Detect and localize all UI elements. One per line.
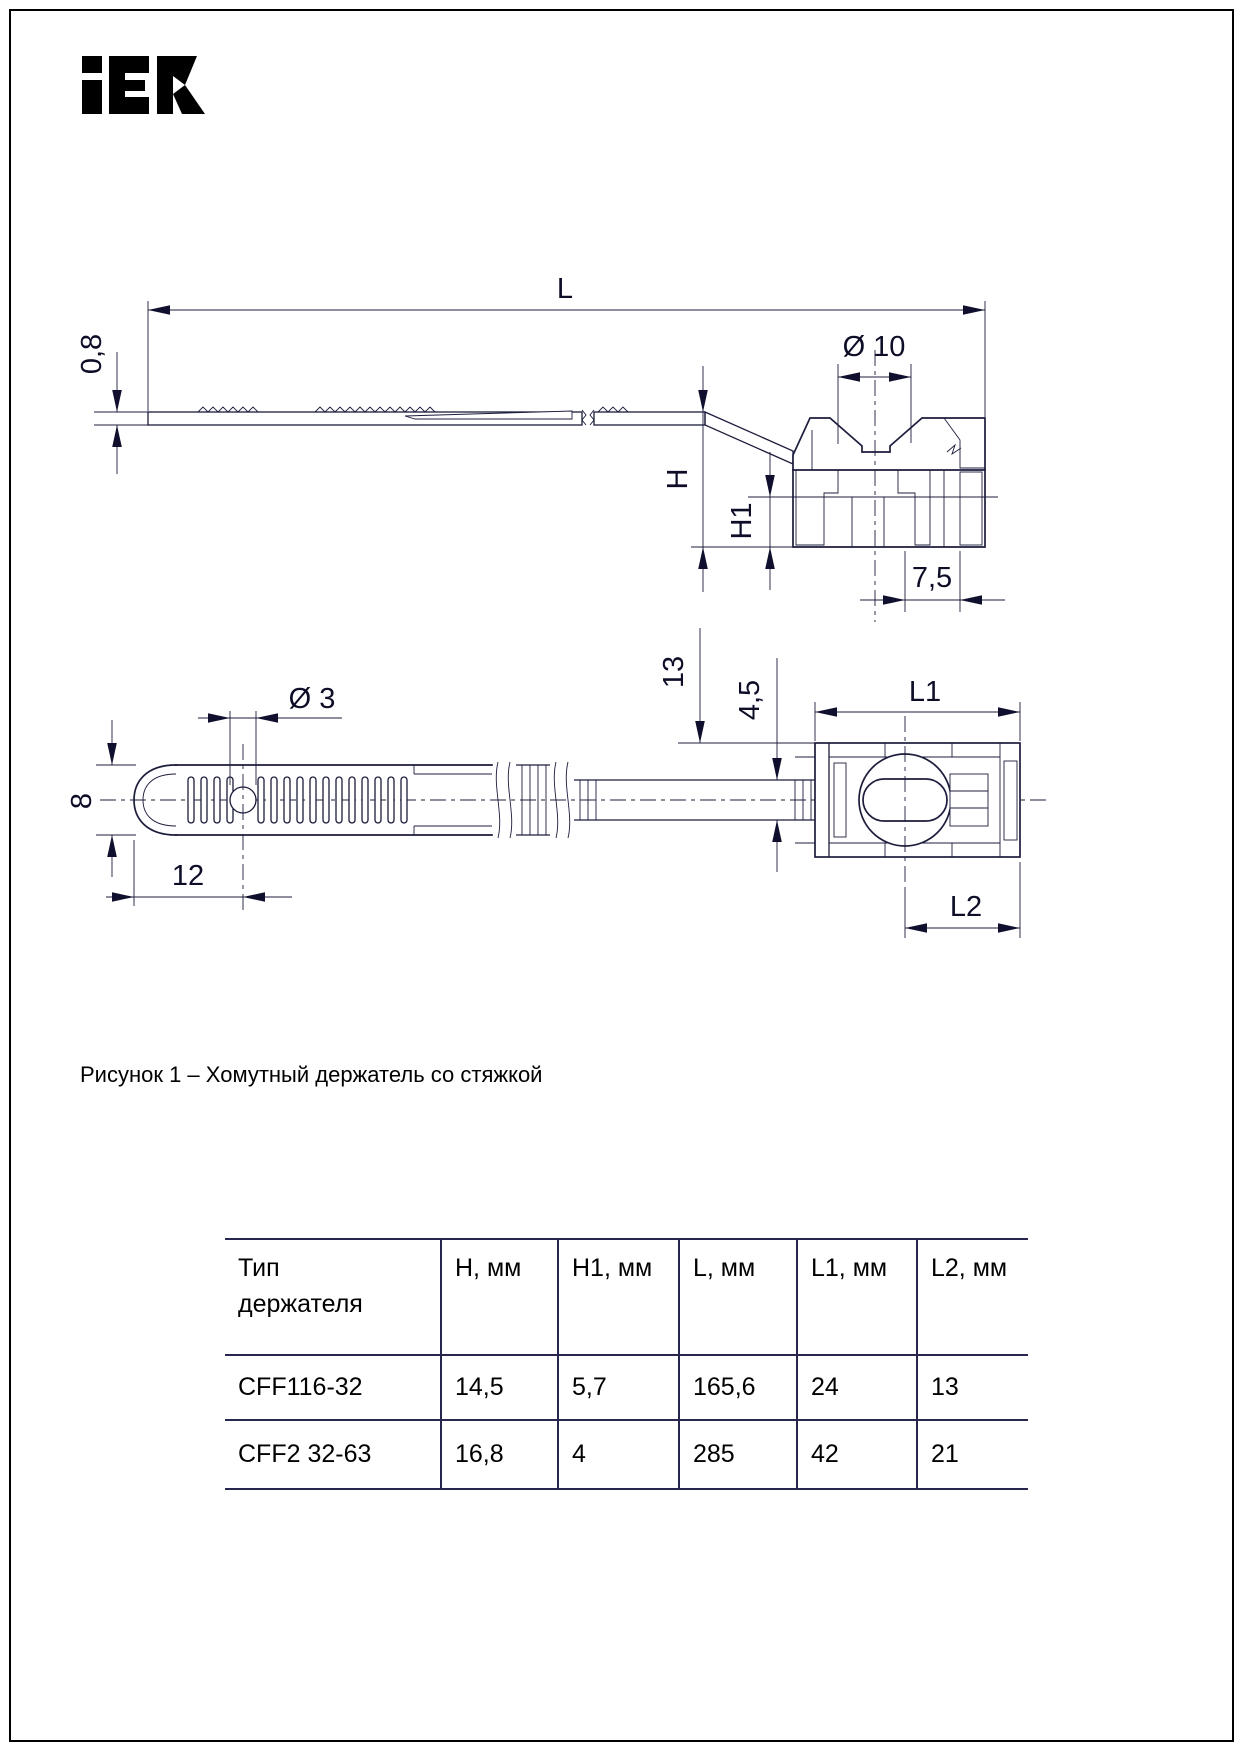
table-cell: 16,8 <box>442 1421 559 1488</box>
table-cell: 14,5 <box>442 1356 559 1419</box>
dim-label-diameter-10: Ø 10 <box>842 331 906 363</box>
table-header-cell <box>798 1240 918 1354</box>
dim-label-L: L <box>556 273 574 305</box>
dim-label-H1: H1 <box>726 502 758 540</box>
table-header-row <box>225 1240 1028 1356</box>
side-view-drawing <box>76 273 1005 622</box>
dim-label-7-5: 7,5 <box>911 562 953 594</box>
table-header-cell <box>442 1240 559 1354</box>
table-cell: 21 <box>931 1440 959 1468</box>
table-cell: CFF2 32-63 <box>225 1421 442 1488</box>
dim-label-4-5: 4,5 <box>734 679 766 721</box>
table-cell: 285 <box>680 1421 798 1488</box>
table-row <box>225 1421 1028 1488</box>
table-cell: 5,7 <box>559 1356 680 1419</box>
dim-label-H: H <box>662 468 694 490</box>
table-header-cell <box>559 1240 680 1354</box>
figure-caption: Рисунок 1 – Хомутный держатель со стяжкой <box>80 1062 543 1087</box>
table-cell: 42 <box>798 1421 918 1488</box>
dim-label-diameter-3: Ø 3 <box>288 683 336 715</box>
header-type: Тип держателя <box>238 1254 363 1319</box>
dim-label-13: 13 <box>658 655 690 689</box>
table-header-cell <box>680 1240 798 1354</box>
header-H1: H1, мм <box>572 1254 653 1282</box>
header-H: H, мм <box>455 1254 522 1282</box>
dimensions-table <box>225 1238 1028 1490</box>
dim-label-L1: L1 <box>908 676 942 708</box>
table-cell: 165,6 <box>680 1356 798 1419</box>
header-L1: L1, мм <box>811 1254 888 1282</box>
table-row <box>225 1356 1028 1421</box>
header-L2: L2, мм <box>931 1254 1008 1282</box>
table-cell: 24 <box>798 1356 918 1419</box>
table-header-cell <box>225 1240 442 1354</box>
table-cell: 13 <box>931 1373 959 1401</box>
iek-logo-icon <box>82 56 205 114</box>
dim-label-8: 8 <box>66 792 98 810</box>
dim-label-12: 12 <box>171 860 205 892</box>
table-header-cell <box>918 1240 1028 1354</box>
dim-label-L2: L2 <box>949 891 983 923</box>
header-L: L, мм <box>693 1254 756 1282</box>
table-cell: 4 <box>559 1421 680 1488</box>
plan-view-drawing <box>66 628 1048 938</box>
table-cell: CFF116-32 <box>225 1356 442 1419</box>
dim-label-thickness: 0,8 <box>76 333 108 375</box>
